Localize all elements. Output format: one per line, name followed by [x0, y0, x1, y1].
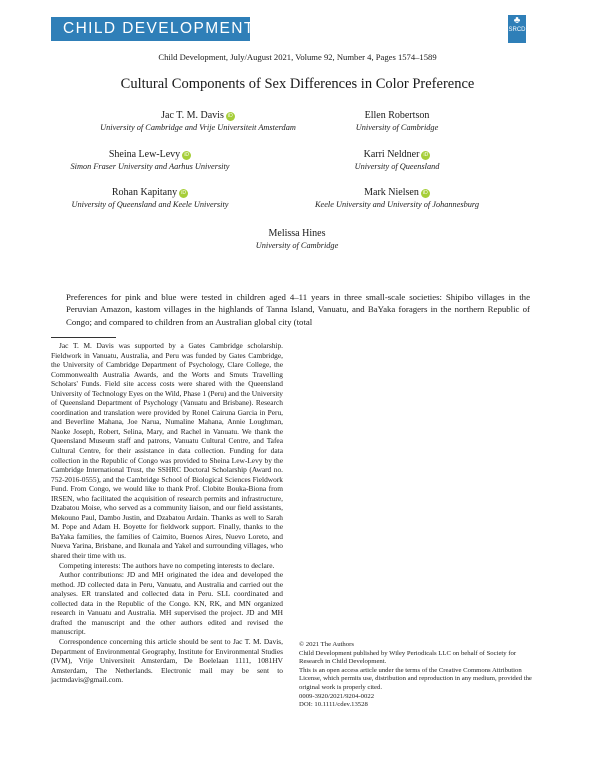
- author-contributions-note: Author contributions: JD and MH originated the idea and developed the method. JD collected data in Peru, Vanuatu, and Australia and carried out the analyses. ER translated and collected data in Peru. SLL coordinated and collected data in the Republic of the Congo. KN, RK, and MN organized research in Vanuatu and Australia. MH supervised the project. JD and MH drafted the manuscript and the other authors edited and revised the manuscript.: [51, 570, 283, 637]
- competing-interests-note: Competing interests: The authors have no competing interests to declare.: [59, 560, 275, 570]
- orcid-icon[interactable]: iD: [421, 151, 430, 160]
- article-title: Cultural Components of Sex Differences in Color Preference: [120, 76, 475, 92]
- copyright-line: © 2021 The Authors: [299, 641, 354, 648]
- funding-note: Jac T. M. Davis was supported by a Gates Cambridge scholarship. Fieldwork in Vanuatu, Australia, and Peru was funded by Gates Cambridge, the University of Cambridge Department of Psychology, Clare College, the Commonwealth Australia Awards, and the Worts and Smuts Travelling Scholars' Funds. Field site access costs were shared with the Queensland University of Technology Eyes on the Wild, Phase 1 (Peru) and the University of Queensland Department of Psychology (Vanuatu and Brisbane). Research coordination and translation were provided by Ronel Cairuna Garcia in Peru, and Beverline Mahana, Joe Narua, Numaline Mahana, Annie Loughman, Naoke Joseph, Robert, Selina, Mary, and Rachel in Vanuatu. We thank the Queensland Museum staff and patrons, Vanuatu Cultural Centre, and Tafea Cultural Centre, for their assistance in data collection. Funding for data collection in the Republic of Congo was provided to Sheina Lew-Levy by the Cambridge International Trust, the SSHRC Doctoral Scholarship (Award no. 752-2016-0555), and the Cambridge School of Biological Sciences Fieldwork Fund. From Congo, we would like to thank Prof. Clobite Bouka-Biona from IRSEN, who facilitated the acquisition of research permits and infrastructure, Dzabatou Moise, who served as a community liaison, and our field assistants, Mekouno Paul, Dambo Justin, and Dzabatou Ardain. Thanks as well to Sarah M. Pope and Adam H. Boyette for fieldwork support. Finally, thanks to the BaYaka families, the families of Caimito, Buenos Aires, Nuevo Loreto, and Nueva Yarina, Brisbane, and Ikunala and Yakel and surrounding villages, who shared their time with us.: [51, 341, 283, 561]
- orcid-icon[interactable]: iD: [179, 189, 188, 198]
- author-affiliation: Simon Fraser University and Aarhus University: [70, 162, 230, 171]
- author-block: [247, 109, 547, 133]
- issn-line: 0009-3920/2021/9204-0022: [299, 692, 375, 700]
- correspondence-note: Correspondence concerning this article should be sent to Jac T. M. Davis, Department of Environmental Geography, Institute for Environmental Studies (IVM), Vrije Universiteit Amsterdam, De Boelelaan 1111, 1081HV Amsterdam, The Netherlands. Electronic mail may be sent to jactmdavis@gmail.com.: [51, 636, 283, 685]
- srcd-logo: [508, 15, 526, 43]
- author-affiliation: Keele University and University of Johannesburg: [315, 200, 479, 209]
- author-name: Karri Neldner iD: [247, 148, 547, 161]
- author-name: Rohan Kapitany iD: [0, 186, 300, 199]
- tree-icon: ♣: [513, 15, 521, 26]
- orcid-icon[interactable]: iD: [421, 189, 430, 198]
- author-block: [247, 148, 547, 172]
- license-line: This is an open access article under the terms of the Creative Commons Attribution License, which permits use, distribution and reproduction in any medium, provided the original work is properly cited.: [299, 666, 532, 691]
- author-name: Mark Nielsen iD: [247, 186, 547, 199]
- publisher-line: Child Development published by Wiley Periodicals LLC on behalf of Society for Research in Child Development.: [299, 649, 517, 666]
- srcd-logo-text: SRCD: [508, 27, 526, 33]
- author-name: Melissa Hines: [268, 228, 326, 239]
- abstract: Preferences for pink and blue were tested in children aged 4–11 years in three small-scale societies: Shipibo villages in the Peruvian Amazon, kastom villages in the highlands of Tanna Island, Vanuatu, and BaYaka foragers in the northern Republic of Congo; and compared to children from an Australian global city (total: [66, 292, 530, 327]
- author-affiliation: University of Queensland and Keele University: [71, 200, 229, 209]
- orcid-icon[interactable]: iD: [226, 112, 235, 121]
- author-name: Ellen Robertson: [364, 110, 430, 121]
- author-affiliation: University of Cambridge: [255, 241, 339, 250]
- journal-citation: Child Development, July/August 2021, Volume 92, Number 4, Pages 1574–1589: [158, 52, 437, 62]
- footnotes: [51, 341, 283, 685]
- author-affiliation: University of Cambridge and Vrije Universiteit Amsterdam: [100, 123, 296, 132]
- author-block: [247, 186, 547, 210]
- author-name: Sheina Lew-Levy iD: [0, 148, 300, 161]
- doi-line[interactable]: DOI: 10.1111/cdev.13528: [299, 701, 368, 709]
- author-block: [147, 227, 447, 251]
- footnote-rule: [51, 337, 116, 338]
- author-affiliation: University of Queensland: [354, 162, 440, 171]
- orcid-icon[interactable]: iD: [182, 151, 191, 160]
- author-affiliation: University of Cambridge: [355, 123, 439, 132]
- journal-banner: CHILD DEVELOPMENT: [51, 17, 250, 41]
- copyright-block: [299, 641, 535, 710]
- author-name: Jac T. M. Davis iD: [48, 109, 348, 122]
